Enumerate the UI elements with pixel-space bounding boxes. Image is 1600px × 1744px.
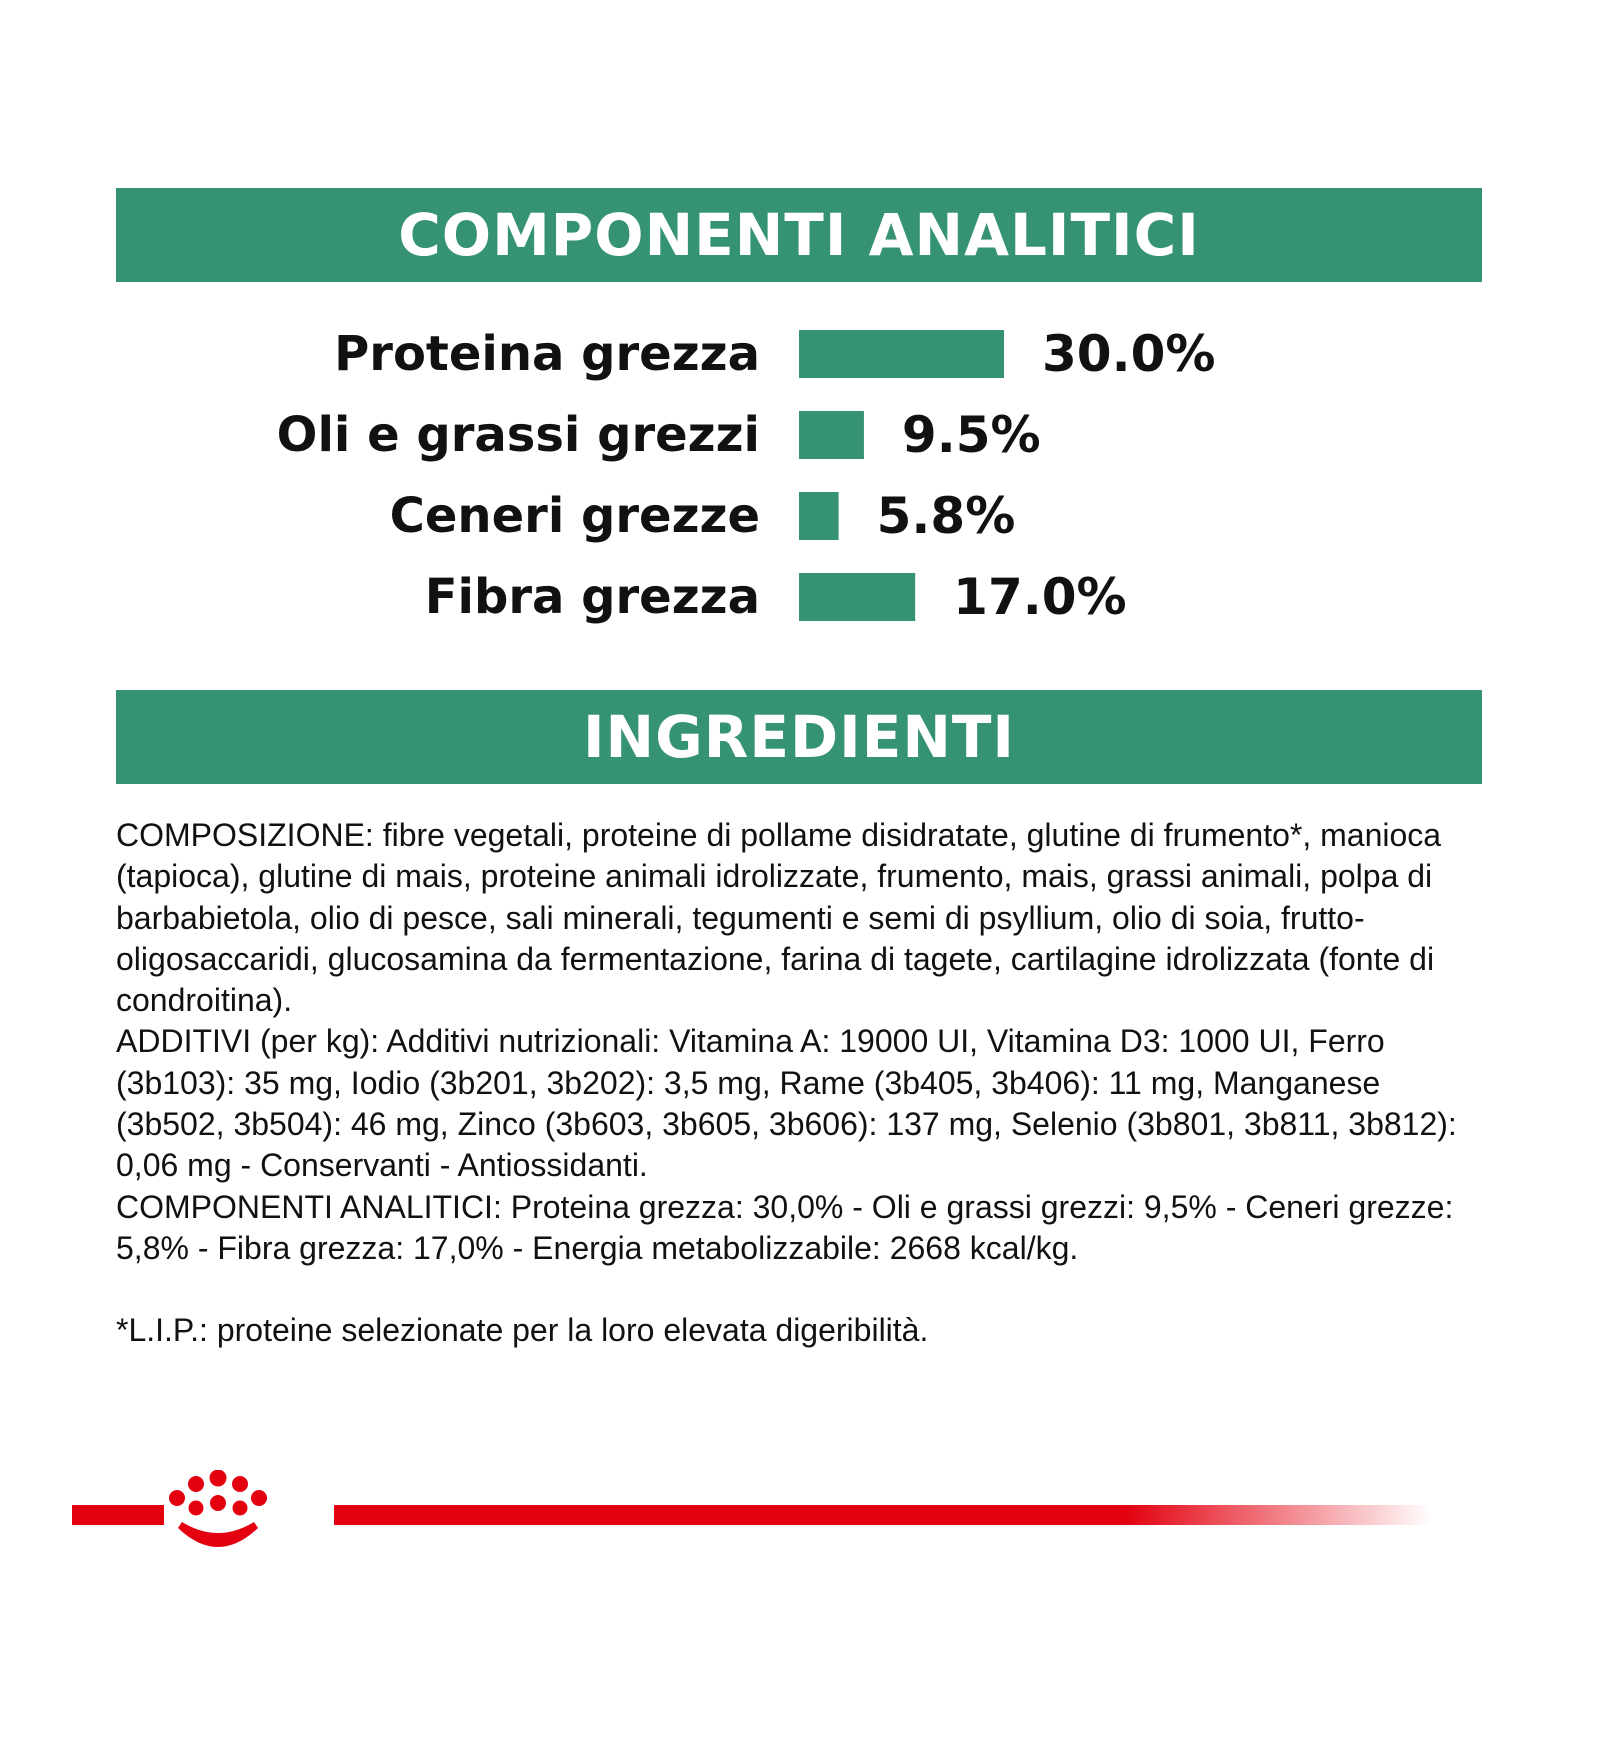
brand-line-right <box>334 1505 1432 1525</box>
brand-line-left <box>72 1505 164 1525</box>
ingredients-header: INGREDIENTI <box>116 690 1482 784</box>
composition-paragraph: COMPOSIZIONE: fibre vegetali, proteine di pollame disidratate, glutine di frumento*, manioca (tapioca), glutine di mais, proteine animali idrolizzate, frumento, mais, grassi animali, polpa di barbabietola, olio di pesce, sali minerali, tegumenti e semi di psyllium, olio di soia, frutto-oligosaccaridi, glucosamina da fermentazione, farina di tagete, cartilagine idrolizzata (fonte di condroitina). <box>116 817 1442 1019</box>
bar-category-label: Ceneri grezze <box>389 488 760 544</box>
bar-value-label: 5.8% <box>876 487 1016 545</box>
analytic-summary-paragraph: COMPONENTI ANALITICI: Proteina grezza: 30,0% - Oli e grassi grezzi: 9,5% - Ceneri grezze: 5,8% - Fibra grezza: 17,0% - Energia metabolizzabile: 2668 kcal/kg. <box>116 1188 1454 1266</box>
bar-category-label: Oli e grassi grezzi <box>276 407 760 463</box>
bar <box>799 411 864 459</box>
bar-value-label: 17.0% <box>953 568 1127 626</box>
bar <box>799 573 915 621</box>
bar-value-label: 30.0% <box>1042 325 1216 383</box>
additives-paragraph: ADDITIVI (per kg): Additivi nutrizionali: Vitamina A: 19000 UI, Vitamina D3: 1000 UI, Ferro (3b103): 35 mg, Iodio (3b201, 3b202): 3,5 mg, Rame (3b405, 3b406): 11 mg, Manganese (3b502, 3b504): 46 mg, Zinco (3b603, 3b605, 3b606): 137 mg, Selenio (3b801, 3b811, 3b812): 0,06 mg - Conservanti - Antiossidanti. <box>116 1023 1457 1184</box>
bar-value-label: 9.5% <box>901 406 1041 464</box>
analytic-components-header: COMPONENTI ANALITICI <box>116 188 1482 282</box>
crown-icon <box>169 1470 267 1547</box>
footnote: *L.I.P.: proteine selezionate per la loro elevata digeribilità. <box>116 1312 929 1349</box>
bar <box>799 330 1004 378</box>
bar <box>799 492 839 540</box>
ingredients-text-block <box>116 815 1486 1352</box>
bar-category-label: Proteina grezza <box>334 326 760 382</box>
brand-footer <box>72 1470 1432 1560</box>
analytic-bar-chart <box>0 0 1600 680</box>
bar-category-label: Fibra grezza <box>424 569 760 625</box>
